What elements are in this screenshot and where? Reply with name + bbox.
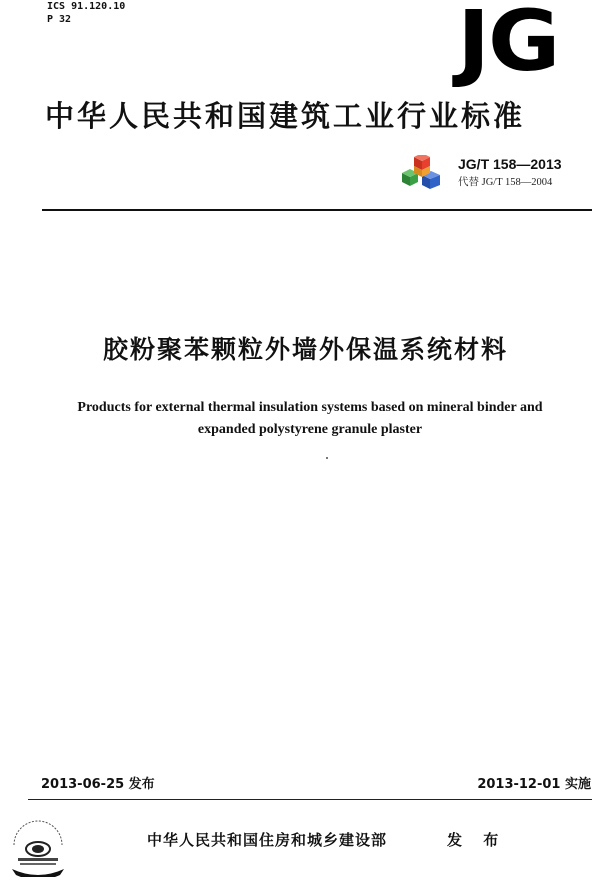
- issue-date: 2013-06-25 发布: [41, 777, 155, 792]
- ics-code: ICS 91.120.10: [47, 1, 126, 12]
- footer-divider: [28, 799, 592, 800]
- implementation-date: 2013-12-01 实施: [477, 777, 591, 792]
- speck: [326, 457, 328, 459]
- publisher-name: 中华人民共和国住房和城乡建设部: [147, 831, 388, 849]
- english-title: [30, 397, 590, 441]
- replaced-standard: 代替 JG/T 158—2004: [458, 177, 553, 188]
- english-title-line-1: Products for external thermal insulation systems based on mineral binder and: [77, 400, 543, 415]
- cubes-logo-icon: [400, 155, 442, 195]
- classification-codes: [47, 0, 125, 26]
- publisher-seal-icon: [8, 815, 68, 877]
- jg-logo: JG: [457, 0, 559, 90]
- header-divider: [42, 209, 592, 211]
- chinese-title: 胶粉聚苯颗粒外墙外保温系统材料: [102, 335, 508, 364]
- publish-label: 发 布: [447, 831, 507, 849]
- english-title-line-2: expanded polystyrene granule plaster: [197, 422, 423, 437]
- standard-number: JG/T 158—2013: [458, 156, 562, 172]
- ccs-code: P 32: [47, 14, 72, 25]
- standard-category-title: 中华人民共和国建筑工业行业标准: [45, 99, 526, 133]
